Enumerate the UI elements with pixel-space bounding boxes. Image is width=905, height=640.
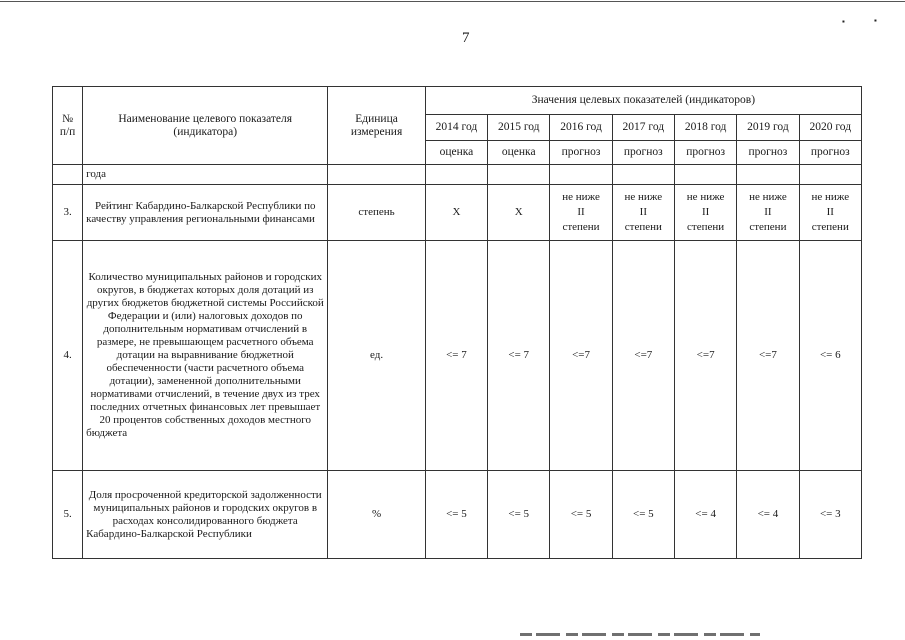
cell-value: <= 7 xyxy=(425,241,487,471)
cell-unit: % xyxy=(328,471,425,559)
header-unit: Единица измерения xyxy=(328,87,425,165)
cell-value xyxy=(550,185,612,241)
cell-indicator-name: Доля просроченной кредиторской задолженности муниципальных районов и городских округов в расходах консолидированного бюджета Кабардино-Балкарской Республики xyxy=(83,471,328,559)
value-text: не ниже xyxy=(811,191,850,203)
indicators-table xyxy=(52,86,862,559)
cell-value xyxy=(674,185,736,241)
cell-value: <= 5 xyxy=(612,471,674,559)
header-values-group: Значения целевых показателей (индикаторов) xyxy=(425,87,861,115)
header-year: 2014 год xyxy=(425,115,487,141)
continuation-row xyxy=(53,165,862,185)
cell-num xyxy=(53,165,83,185)
value-text: степени xyxy=(811,221,849,233)
value-text: степени xyxy=(749,221,787,233)
scan-speck: ▪ xyxy=(874,16,877,25)
cell-value: <= 4 xyxy=(737,471,799,559)
cell-num: 4. xyxy=(53,241,83,471)
header-year: 2016 год xyxy=(550,115,612,141)
value-text: степени xyxy=(562,221,600,233)
cell-value xyxy=(488,185,550,241)
header-type: оценка xyxy=(425,141,487,165)
value-text: Х xyxy=(452,206,461,218)
value-text: II xyxy=(701,206,710,218)
top-border-line xyxy=(0,1,905,2)
cell-value: <=7 xyxy=(737,241,799,471)
cell-indicator-name: года xyxy=(83,165,328,185)
cell-value xyxy=(425,185,487,241)
cell-value: <= 6 xyxy=(799,241,861,471)
value-text: II xyxy=(639,206,647,218)
header-year: 2020 год xyxy=(799,115,861,141)
header-year: 2015 год xyxy=(488,115,550,141)
header-year: 2017 год xyxy=(612,115,674,141)
header-type: оценка xyxy=(488,141,550,165)
value-text: II xyxy=(826,206,834,218)
header-type: прогноз xyxy=(674,141,736,165)
value-text: не ниже xyxy=(624,191,663,203)
cell-value: <=7 xyxy=(550,241,612,471)
cell-unit: степень xyxy=(328,185,425,241)
header-type: прогноз xyxy=(550,141,612,165)
value-text: не ниже xyxy=(749,191,787,203)
table-row-4 xyxy=(53,241,862,471)
cell-value xyxy=(488,165,550,185)
header-year: 2018 год xyxy=(674,115,736,141)
cell-value: <=7 xyxy=(612,241,674,471)
cell-value: <= 5 xyxy=(488,471,550,559)
cell-value: <= 4 xyxy=(674,471,736,559)
cell-value xyxy=(612,165,674,185)
cell-value xyxy=(737,165,799,185)
value-text: II xyxy=(577,206,585,218)
header-type: прогноз xyxy=(612,141,674,165)
cell-indicator-name: Количество муниципальных районов и городских округов, в бюджетах которых доля дотаций из других бюджетов бюджетной системы Российской Федерации и (или) налоговых доходов по дополнительным нормативам отчислений в размере, не превышающем расчетного объема дотации на выравнивание бюджетной обеспеченности (части расчетного объема дотации), замененной дополнительными нормативами отчислений, в течение двух из трех последних отчетных финансовых лет превышает 20 процентов собственных доходов местного бюджета xyxy=(83,241,328,471)
cell-unit xyxy=(328,165,425,185)
cell-value xyxy=(737,185,799,241)
cell-value xyxy=(550,165,612,185)
header-type: прогноз xyxy=(799,141,861,165)
value-text: не ниже xyxy=(562,191,600,203)
value-text: степени xyxy=(624,221,662,233)
table-row-5 xyxy=(53,471,862,559)
table-row-3 xyxy=(53,185,862,241)
cell-indicator-name: Рейтинг Кабардино-Балкарской Республики по качеству управления региональными финансами xyxy=(83,185,328,241)
cell-value xyxy=(799,165,861,185)
cell-value: <= 7 xyxy=(488,241,550,471)
cell-value: <=7 xyxy=(674,241,736,471)
scan-speck: ▪ xyxy=(842,17,845,26)
cell-value xyxy=(799,185,861,241)
header-indicator-name: Наименование целевого показателя (индикатора) xyxy=(83,87,328,165)
header-num: № п/п xyxy=(53,87,83,165)
cell-value xyxy=(612,185,674,241)
cell-value: <= 3 xyxy=(799,471,861,559)
cell-num: 5. xyxy=(53,471,83,559)
value-text: II xyxy=(764,206,772,218)
cell-unit: ед. xyxy=(328,241,425,471)
header-type: прогноз xyxy=(737,141,799,165)
cell-value: <= 5 xyxy=(550,471,612,559)
value-text: Х xyxy=(514,206,523,218)
value-text: степени xyxy=(687,221,725,233)
cell-num: 3. xyxy=(53,185,83,241)
header-year: 2019 год xyxy=(737,115,799,141)
cell-value xyxy=(674,165,736,185)
header-row-1 xyxy=(53,87,862,115)
page-number: 7 xyxy=(462,30,470,46)
cell-value xyxy=(425,165,487,185)
cell-value: <= 5 xyxy=(425,471,487,559)
value-text: не ниже xyxy=(686,191,725,203)
scan-artifact-footer xyxy=(520,633,760,636)
